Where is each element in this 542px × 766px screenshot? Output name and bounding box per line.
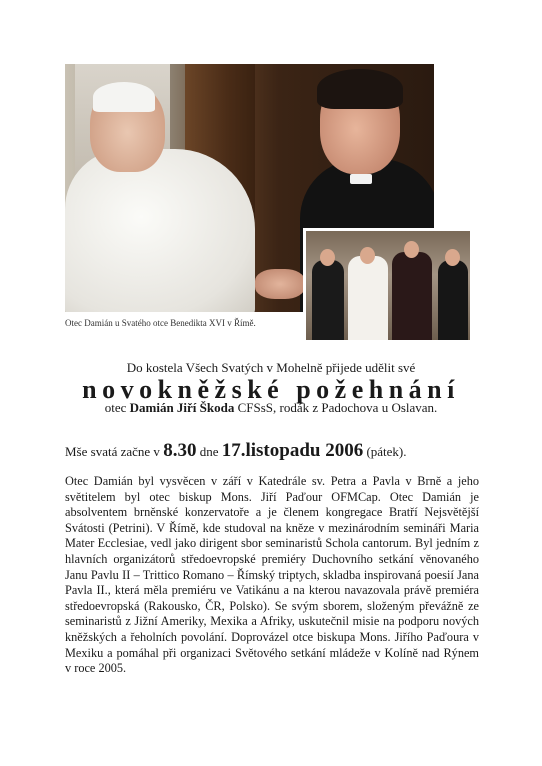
mass-time-line <box>65 440 485 462</box>
inset-head-2 <box>360 247 375 264</box>
zucchetto <box>93 82 155 112</box>
body-paragraph <box>65 474 479 677</box>
mass-text-2: dne <box>196 444 222 459</box>
mass-text-1: Mše svatá začne v <box>65 444 164 459</box>
mass-text-3: (pátek). <box>363 444 407 459</box>
inset-head-4 <box>445 249 460 266</box>
name-suffix: CFSsS, rodák z Padochova u Oslavan. <box>234 400 438 415</box>
name-prefix: otec <box>104 400 130 415</box>
photo-caption: Otec Damián u Svatého otce Benedikta XVI v Římě. <box>65 318 256 328</box>
mass-time: 8.30 <box>163 440 197 461</box>
body-text: Otec Damián byl vysvěcen v září v Katedrále sv. Petra a Pavla v Brně a jeho světitelem byl otec biskup Mons. Jiří Paďour OFMCap. Otec Damián je absolventem brněnské konzervatoře a je členem kongregace Bratří Nejsvětější Svátosti (Petrini). V Římě, kde studoval na kněze v mezinárodním semináři Maria Mater Ecclesiae, vedl jako dirigent sbor seminaristů Schola cantorum. Byl jedním z hlavních organizátorů středoevropské premiéry Duchovního setkání věnovaného Janu Pavlu II – Trittico Romano – Římský triptych, skladba inspirovaná poesií Jana Pavla II., která měla premiéru ve Vatikánu a na kterou navazovala právě premiéra středoevropská (Rakousko, ČR, Polsko). Se svým sborem, složeným převážně ze seminaristů z Jižní Ameriky, Mexika a Afriky, uskutečnil misie na podporu nových kněžských a řeholních povolání. Doprovázel otce biskupa Mons. Jiřího Paďoura v Mexiku a pomáhal při organizaci Světového setkání mládeže v Kolíně nad Rýnem v roce 2005. <box>65 474 479 676</box>
priest-hair <box>317 69 403 109</box>
priest-name-line <box>0 400 542 416</box>
inset-head-3 <box>404 241 419 258</box>
inset-figure-3 <box>392 252 432 340</box>
inset-head-1 <box>320 249 335 266</box>
page-title: novokněžské požehnání <box>82 375 460 404</box>
clerical-collar <box>350 174 372 184</box>
mass-date: 17.listopadu 2006 <box>221 440 364 461</box>
inset-figure-1 <box>312 260 344 340</box>
intro-line: Do kostela Všech Svatých v Mohelně přijede udělit své <box>126 360 416 375</box>
priest-name: Damián Jiří Škoda <box>129 400 235 415</box>
pope-figure <box>65 149 255 312</box>
inset-figure-4 <box>438 260 468 340</box>
handshake <box>255 269 305 299</box>
